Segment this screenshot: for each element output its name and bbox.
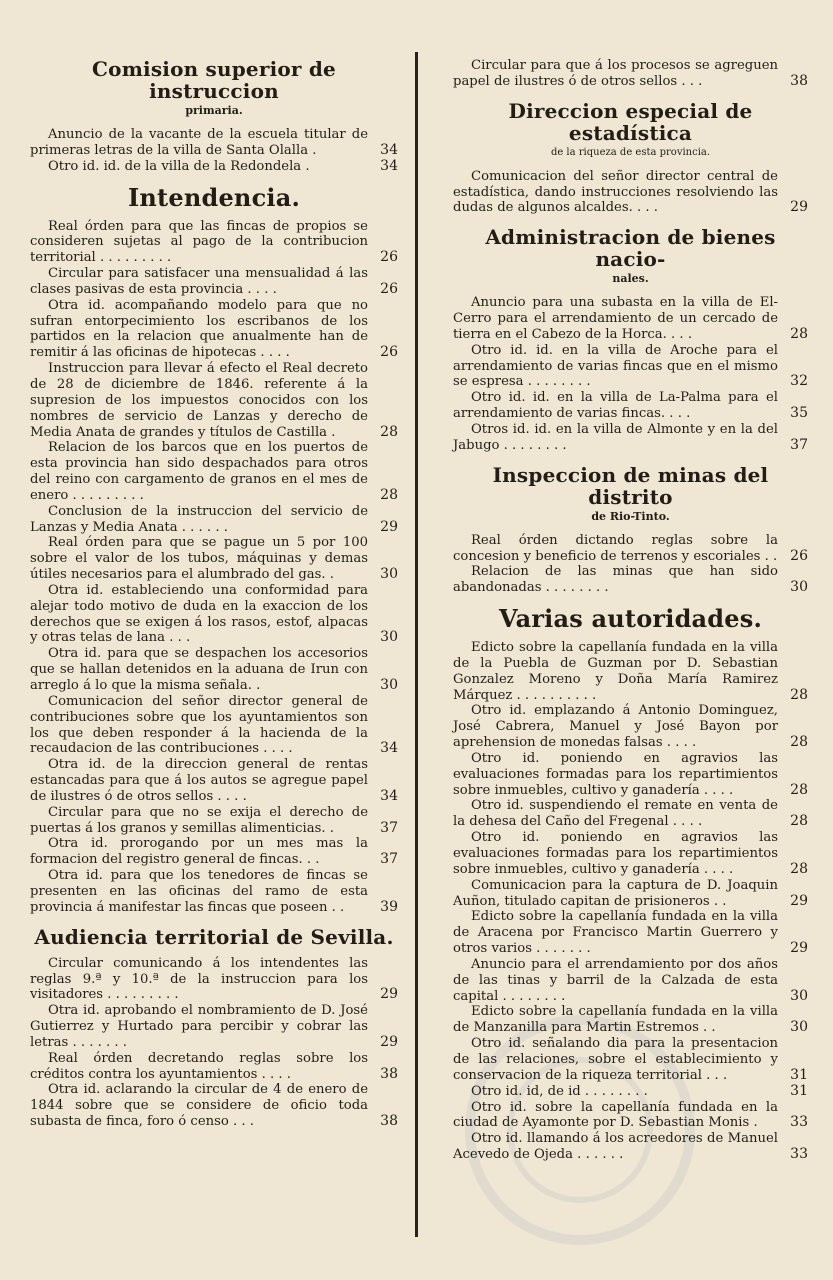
index-entry: [30, 266, 398, 298]
index-entry: [453, 343, 808, 391]
index-entry: [453, 703, 808, 751]
entry-text: Otra id. para que los tenedores de fincas se presenten en las oficinas del ramo de esta provincia á manifestar las fincas que poseen . .: [30, 868, 368, 915]
entry-text: Otra id. de la direccion general de rentas estancadas para que á los autos se agregue papel de ilustres ó de otros sellos . . . .: [30, 757, 368, 804]
index-entry: [453, 1100, 808, 1132]
entry-text: Otra id. acompañando modelo para que no sufran entorpecimiento los escribanos de los partidos en la relacion que anualmente han de remitir á las oficinas de hipotecas . . . .: [30, 297, 368, 361]
index-entry: [30, 535, 398, 583]
entry-page-number: 37: [380, 851, 398, 868]
entry-text: Otro id. suspendiendo el remate en venta de la dehesa del Caño del Fregenal . . . .: [453, 798, 778, 830]
entry-text: Comunicacion para la captura de D. Joaquin Auñon, titulado capitan de prisioneros . .: [453, 877, 778, 909]
entry-page-number: 28: [380, 486, 398, 503]
entry-text: Real órden decretando reglas sobre los créditos contra los ayuntamientos . . . .: [30, 1050, 368, 1082]
index-entry: [453, 1004, 808, 1036]
entry-text: Otro id. emplazando á Antonio Dominguez, José Cabrera, Manuel y José Bayon por aprehension de monedas falsas . . . .: [453, 703, 778, 751]
index-entry: [30, 757, 398, 805]
index-entry: [30, 219, 398, 267]
entry-page-number: 28: [790, 734, 808, 751]
entry-text: Otro id. id, de id . . . . . . . .: [471, 1083, 648, 1099]
section-subtitle: primaria.: [185, 104, 243, 117]
index-entry: [30, 127, 398, 159]
section-title: Inspeccion de minas del distrito: [492, 462, 769, 509]
section-subtitle: de Rio-Tinto.: [591, 509, 670, 523]
entry-page-number: 30: [790, 579, 808, 596]
left-column: [30, 58, 398, 1140]
section-subtitle: nales.: [612, 272, 649, 286]
entry-list: [30, 956, 398, 1130]
index-entry: [30, 956, 398, 1004]
entry-page-number: 33: [790, 1114, 808, 1131]
index-entry: [30, 298, 398, 361]
entry-page-number: 37: [790, 436, 808, 453]
entry-page-number: 39: [380, 898, 398, 915]
index-entry: [30, 504, 398, 536]
entry-text: Relacion de las minas que han sido abandonadas . . . . . . . .: [453, 564, 778, 596]
entry-text: Otro id. id. de la villa de la Redondela .: [48, 158, 310, 174]
index-entry: [30, 1082, 398, 1130]
index-entry: [453, 533, 808, 565]
section-title: Comision superior de instruccion: [92, 57, 336, 103]
entry-page-number: 35: [790, 405, 808, 422]
entry-page-number: 26: [380, 249, 398, 266]
entry-list: [30, 219, 398, 916]
entry-text: Real órden para que se pague un 5 por 100 sobre el valor de los tubos, máquinas y demas útiles necesarios para el alumbrado del gas. .: [30, 535, 368, 583]
entry-page-number: 28: [790, 860, 808, 877]
entry-page-number: 34: [380, 787, 398, 804]
index-entry: [453, 1036, 808, 1084]
entry-text: Otra id. aprobando el nombramiento de D. José Gutierrez y Hurtado para percibir y cobrar las letras . . . . . . .: [30, 1003, 368, 1050]
entry-page-number: 30: [380, 629, 398, 646]
entry-text: Otro id. señalando dia para la presentacion de las relaciones, sobre el establecimiento y conservacion de la riqueza territorial . . .: [453, 1036, 778, 1083]
entry-page-number: 38: [790, 72, 808, 89]
index-entry: [453, 295, 808, 343]
entry-text: Otra id. prorogando por un mes mas la formacion del registro general de fincas. . .: [30, 836, 368, 868]
entry-page-number: 33: [790, 1146, 808, 1163]
entry-text: Real órden para que las fincas de propios se consideren sujetas al pago de la contribucion territorial . . . . . . . . .: [30, 218, 368, 266]
section-title: Direccion especial de estadística: [508, 98, 753, 145]
entry-text: Conclusion de la instruccion del servicio de Lanzas y Media Anata . . . . . .: [30, 503, 368, 535]
index-entry: [30, 868, 398, 916]
index-entry: [453, 1131, 808, 1163]
index-entry: [453, 640, 808, 703]
section: [453, 226, 808, 453]
entry-list: [453, 295, 808, 453]
entry-page-number: 26: [380, 344, 398, 361]
entry-text: Instruccion para llevar á efecto el Real decreto de 28 de diciembre de 1846. referente á la supresion de los impuestos conocidos con los nombres de servicio de Lanzas y derecho de Media Anata de grandes y títulos de Castilla .: [30, 361, 368, 440]
entry-page-number: 28: [790, 325, 808, 342]
index-entry: [30, 159, 398, 175]
section: [453, 606, 808, 1163]
index-entry: [453, 909, 808, 957]
index-entry: [30, 646, 398, 694]
entry-page-number: 30: [790, 987, 808, 1004]
entry-page-number: 28: [790, 686, 808, 703]
section: [453, 464, 808, 596]
entry-page-number: 30: [380, 566, 398, 583]
section-title: Intendencia.: [127, 182, 301, 212]
index-entry: [453, 830, 808, 878]
entry-page-number: 37: [380, 819, 398, 836]
column-divider: [415, 52, 418, 1237]
section: [453, 100, 808, 217]
entry-text: Edicto sobre la capellanía fundada en la villa de Manzanilla para Martin Estremos . .: [453, 1004, 778, 1036]
index-entry: [453, 798, 808, 830]
entry-list: [453, 169, 808, 217]
entry-page-number: 30: [790, 1019, 808, 1036]
index-entry: [453, 878, 808, 910]
entry-page-number: 30: [380, 677, 398, 693]
entry-page-number: 29: [380, 1033, 398, 1050]
entry-text: Circular para satisfacer una mensualidad á las clases pasivas de esta provincia . . . .: [30, 266, 368, 297]
entry-page-number: 29: [380, 518, 398, 535]
entry-page-number: 26: [380, 280, 398, 297]
section: [30, 182, 398, 916]
section: [453, 58, 808, 90]
index-entry: [453, 564, 808, 596]
entry-page-number: 29: [790, 940, 808, 957]
entry-page-number: 34: [380, 141, 398, 158]
index-entry: [30, 440, 398, 503]
entry-page-number: 29: [790, 199, 808, 216]
index-entry: [453, 169, 808, 217]
section-title: Administracion de bienes nacio-: [485, 225, 776, 272]
entry-page-number: 26: [790, 547, 808, 564]
right-column: [453, 58, 808, 1173]
entry-page-number: 34: [380, 157, 398, 174]
entry-page-number: 28: [790, 781, 808, 798]
entry-text: Edicto sobre la capellanía fundada en la villa de Aracena por Francisco Martin Guerrero y otros varios . . . . . . .: [453, 909, 778, 957]
entry-text: Relacion de los barcos que en los puertos de esta provincia han sido despachados para otros del reino con cargamento de granos en el mes de enero . . . . . . . . .: [30, 440, 368, 503]
index-entry: [30, 361, 398, 440]
entry-page-number: 31: [790, 1066, 808, 1083]
entry-text: Circular para que á los procesos se agreguen papel de ilustres ó de otros sellos . . .: [453, 58, 778, 89]
entry-text: Otra id. estableciendo una conformidad para alejar todo motivo de duda en la exaccion de los derechos que se exigen á los rasos, estof, alpacas y otras telas de lana . . .: [30, 582, 368, 646]
entry-text: Comunicacion del señor director general de contribuciones sobre que los ayuntamientos son los que deben responder á la hacienda de la recaudacion de las contribuciones . . . .: [30, 693, 368, 757]
entry-page-number: 34: [380, 740, 398, 757]
entry-list: [453, 533, 808, 596]
entry-page-number: 29: [790, 892, 808, 909]
index-entry: [30, 1051, 398, 1083]
entry-page-number: 38: [380, 1065, 398, 1082]
index-entry: [30, 836, 398, 868]
index-entry: [30, 583, 398, 646]
section-title: Audiencia territorial de Sevilla.: [34, 924, 394, 949]
entry-page-number: 28: [790, 813, 808, 830]
index-entry: [30, 805, 398, 837]
section-title: Varias autoridades.: [498, 604, 763, 634]
index-entry: [453, 390, 808, 422]
entry-page-number: 38: [380, 1113, 398, 1130]
entry-text: Anuncio para una subasta en la villa de El-Cerro para el arrendamiento de un cercado de tierra en el Cabezo de la Horca. . . .: [453, 295, 778, 342]
index-entry: [453, 422, 808, 454]
index-entry: [453, 751, 808, 799]
section-subtitle: de la riqueza de esta provincia.: [550, 146, 711, 158]
section: [30, 926, 398, 1130]
entry-text: Otra id. aclarando la circular de 4 de enero de 1844 sobre que se considere de oficio toda subasta de finca, foro ó censo . . .: [30, 1082, 368, 1130]
entry-text: Otro id. id. en la villa de La-Palma para el arrendamiento de varias fincas. . . .: [453, 390, 778, 422]
index-entry: [30, 1003, 398, 1051]
entry-text: Comunicacion del señor director central de estadística, dando instrucciones resolviendo las dudas de algunos alcaldes. . . .: [453, 168, 778, 216]
entry-text: Otro id. id. en la villa de Aroche para el arrendamiento de varias fincas que en el mismo se espresa . . . . . . . .: [453, 342, 778, 390]
entry-page-number: 29: [380, 986, 398, 1003]
entry-text: Otros id. id. en la villa de Almonte y en la del Jabugo . . . . . . . .: [453, 421, 778, 453]
entry-list: [30, 127, 398, 175]
entry-text: Otro id. poniendo en agravios las evaluaciones formadas para los repartimientos sobre inmuebles, cultivo y ganadería . . . .: [453, 830, 778, 877]
entry-page-number: 32: [790, 373, 808, 390]
entry-text: Otro id. llamando á los acreedores de Manuel Acevedo de Ojeda . . . . . .: [453, 1131, 778, 1163]
index-entry: [30, 694, 398, 757]
index-entry: [453, 58, 808, 90]
entry-text: Otro id. poniendo en agravios las evaluaciones formadas para los repartimientos sobre inmuebles, cultivo y ganadería . . . .: [453, 750, 778, 798]
entry-page-number: 28: [380, 423, 398, 440]
entry-text: Otra id. para que se despachen los accesorios que se hallan detenidos en la aduana de Irun con arreglo á lo que la misma señala. .: [30, 646, 368, 693]
entry-text: Circular comunicando á los intendentes las reglas 9.ª y 10.ª de la instruccion para los visitadores . . . . . . . . .: [30, 955, 368, 1003]
entry-text: Anuncio de la vacante de la escuela titular de primeras letras de la villa de Santa Olalla .: [30, 127, 368, 158]
entry-text: Anuncio para el arrendamiento por dos años de las tinas y barril de la Calzada de esta capital . . . . . . . .: [453, 956, 778, 1004]
entry-list: [453, 640, 808, 1163]
entry-text: Real órden dictando reglas sobre la concesion y beneficio de terrenos y escoriales . .: [453, 532, 778, 564]
index-entry: [453, 1084, 808, 1100]
entry-text: Edicto sobre la capellanía fundada en la villa de la Puebla de Guzman por D. Sebastian Gonzalez Moreno y Doña María Ramirez Márquez . . . . . . . . . .: [453, 640, 778, 703]
entry-page-number: 31: [790, 1082, 808, 1099]
entry-list: [453, 58, 808, 90]
entry-text: Otro id. sobre la capellanía fundada en la ciudad de Ayamonte por D. Sebastian Monis .: [453, 1099, 778, 1131]
index-entry: [453, 957, 808, 1005]
section: [30, 58, 398, 175]
entry-text: Circular para que no se exija el derecho de puertas á los granos y semillas alimenticias. .: [30, 804, 368, 836]
